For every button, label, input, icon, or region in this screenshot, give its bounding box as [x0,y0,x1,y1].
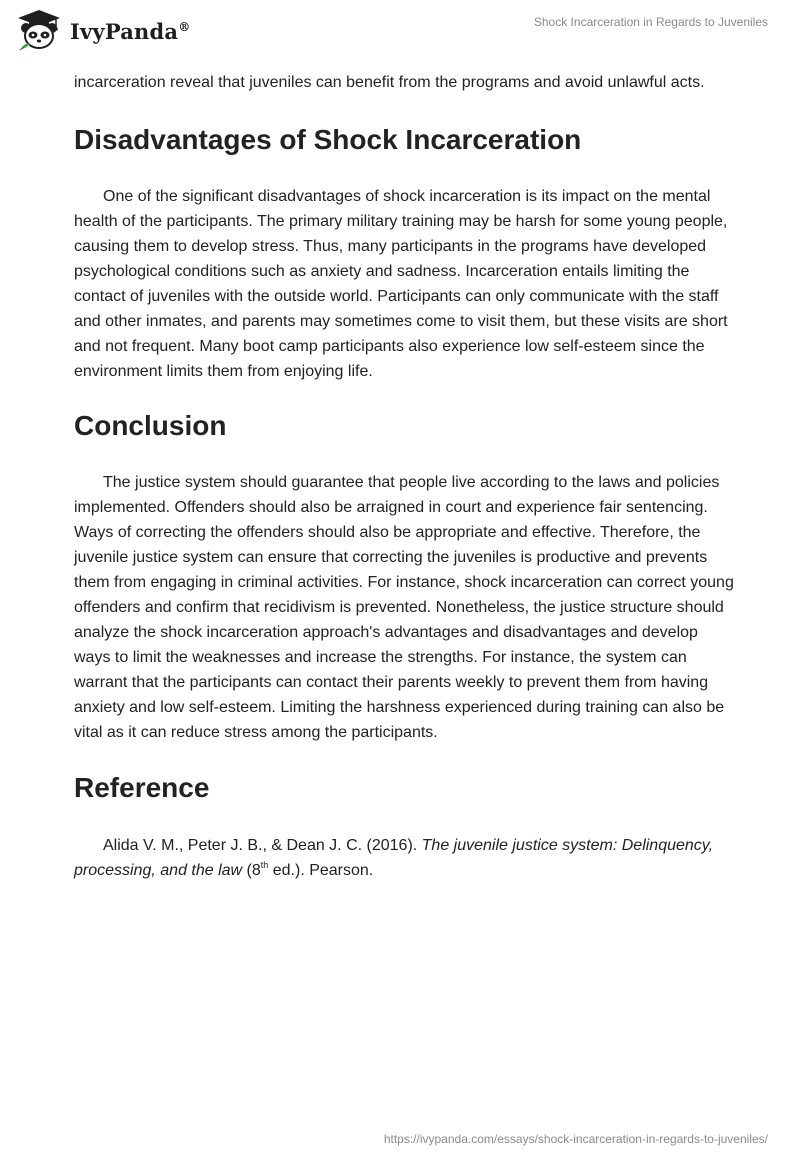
panda-graduate-icon [14,8,64,52]
reference-authors: Alida V. M., Peter J. B., & Dean J. C. (2016). [103,837,422,854]
intro-paragraph: incarceration reveal that juveniles can benefit from the programs and avoid unlawful acts. [74,74,705,91]
document-title: Shock Incarceration in Regards to Juveniles [533,15,768,29]
reference-edition-close: ed.). Pearson. [268,862,374,879]
section-heading-reference: Reference [74,772,210,803]
reference-title: The juvenile justice system: Delinquency, processing, and the law [74,837,714,879]
source-url-link[interactable]: https://ivypanda.com/essays/shock-incarceration-in-regards-to-juveniles/ [383,1132,768,1146]
brand-name: IvyPanda® [70,18,191,44]
section-heading-disadvantages: Disadvantages of Shock Incarceration [74,124,582,155]
reference-edition-open: (8 [242,862,261,879]
ivypanda-logo[interactable] [14,8,190,52]
reference-edition-superscript: th [260,860,269,870]
page-header [0,0,800,60]
paragraph-disadvantages: One of the significant disadvantages of shock incarceration is its impact on the mental health of the participants. The primary military training may be harsh for some young people, causing them to develop stress. Thus, many participants in the programs have developed psychological conditions such as anxiety and sadness. Incarceration entails limiting the contact of juveniles with the outside world. Participants can only communicate with the staff and other inmates, and parents may sometimes come to visit them, but these visits are short and not frequent. Many boot camp participants also experience low self-esteem since the environment limits them from enjoying life. [74,188,728,380]
registered-mark: ® [178,19,191,34]
essay-body [74,70,734,883]
section-heading-conclusion: Conclusion [74,410,227,441]
reference-entry [74,833,734,883]
paragraph-conclusion: The justice system should guarantee that people live according to the laws and policies implemented. Offenders should also be arraigned in court and experience fair sentencing. Ways of correcting the offenders should also be appropriate and effective. Therefore, the juvenile justice system can ensure that correcting the juveniles is productive and prevents them from engaging in criminal activities. For instance, shock incarceration can correct young offenders and confirm that recidivism is prevented. Nonetheless, the justice structure should analyze the shock incarceration approach's advantages and disadvantages and develop ways to limit the weaknesses and increase the strengths. For instance, the system can warrant that the participants can contact their parents weekly to prevent them from having anxiety and low self-esteem. Limiting the harshness experienced during training can also be vital as it can reduce stress among the participants. [74,474,734,741]
